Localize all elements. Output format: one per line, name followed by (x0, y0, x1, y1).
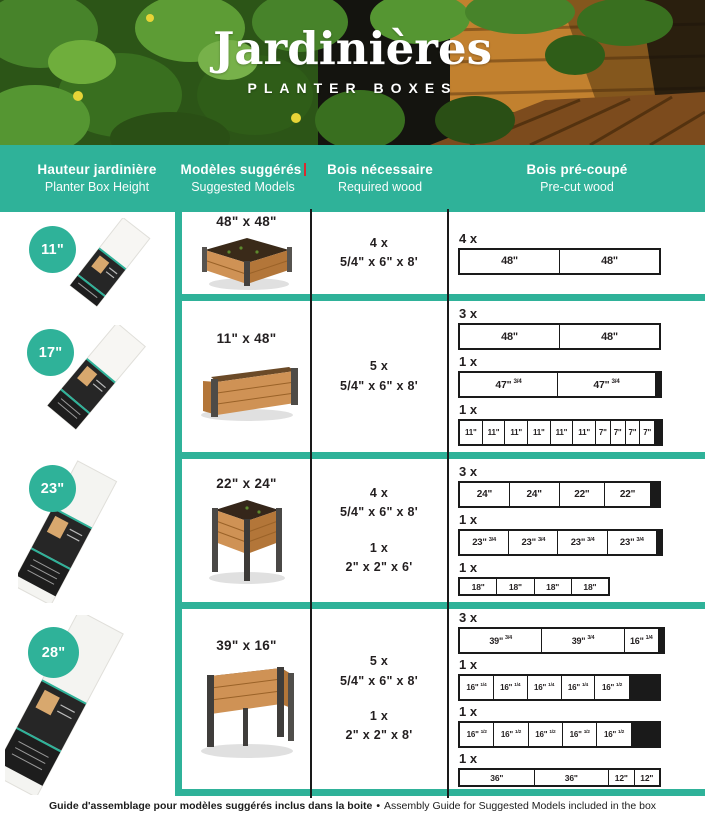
precut-cell (458, 212, 704, 294)
board-cut-segment: 23" 3/4 (460, 531, 509, 554)
text-caret (304, 163, 306, 176)
row-divider (175, 294, 705, 301)
board-qty: 1 x (459, 657, 478, 672)
header-col-height (12, 162, 182, 194)
board-diagram (458, 323, 661, 350)
board-diagram (458, 248, 661, 275)
wood-size: 2" x 2" x 6' (345, 559, 413, 574)
wood-qty: 4 x (369, 485, 389, 500)
board-diagram (458, 481, 661, 508)
hero-photo-art (0, 0, 705, 145)
wood-qty: 5 x (369, 359, 389, 374)
header-col-models-fr: Modèles suggérés (180, 162, 302, 177)
board-cut-segment: 24" (510, 483, 560, 506)
board-cut-segment: 47" 3/4 (558, 373, 656, 396)
board-waste-segment (651, 483, 659, 506)
height-badge-23: 23" (29, 465, 76, 512)
board-waste-segment (659, 629, 663, 652)
precut-board-group (458, 403, 663, 446)
board-qty: 1 x (459, 560, 478, 575)
board-cut-segment: 48" (460, 250, 560, 273)
board-diagram (458, 577, 610, 596)
board-cut-segment: 22" (560, 483, 606, 506)
board-diagram (458, 627, 665, 654)
header-col-height-en: Planter Box Height (44, 180, 150, 194)
header-col-wood (310, 162, 450, 194)
board-waste-segment (656, 373, 660, 396)
board-qty: 1 x (459, 704, 478, 719)
board-diagram (458, 529, 663, 556)
board-cut-segment: 18" (497, 579, 534, 594)
board-diagram (458, 721, 661, 748)
wood-spec (340, 234, 418, 273)
height-badge-11: 11" (29, 226, 76, 273)
board-cut-segment: 16" 1/2 (595, 676, 629, 699)
required-wood-cell (312, 609, 446, 789)
board-cut-segment: 16" 1/2 (563, 723, 597, 746)
footer-note-en: Assembly Guide for Suggested Models included in the box (384, 800, 657, 812)
board-cut-segment: 23" 3/4 (509, 531, 558, 554)
board-diagram (458, 419, 663, 446)
board-cut-segment: 47" 3/4 (460, 373, 558, 396)
model-cell (184, 212, 309, 294)
board-qty: 1 x (459, 512, 478, 527)
board-diagram (458, 768, 661, 787)
board-cut-segment: 16" 1/4 (494, 676, 528, 699)
board-cut-segment: 12" (609, 770, 635, 785)
footer-note (0, 800, 705, 812)
board-cut-segment: 12" (640, 772, 654, 783)
precut-board-group (458, 658, 661, 701)
board-cut-segment: 11" (551, 421, 574, 444)
wood-spec (345, 707, 412, 746)
board-waste-segment (632, 723, 659, 746)
board-qty: 3 x (459, 610, 478, 625)
board-cut-segment: 48" (460, 325, 560, 348)
page-subtitle: PLANTER BOXES (247, 80, 458, 96)
footer-bullet: • (376, 800, 381, 812)
board-cut-segment: 7" (596, 421, 611, 444)
board-cut-segment: 23" 3/4 (608, 531, 657, 554)
board-cut-segment: 22" (605, 483, 651, 506)
footer-note-fr: Guide d'assemblage pour modèles suggérés inclus dans la boite (48, 800, 373, 812)
header-col-wood-en: Required wood (337, 180, 423, 194)
board-cut-segment: 18" (535, 579, 572, 594)
header-col-precut-en: Pre-cut wood (540, 180, 614, 194)
board-qty: 1 x (459, 751, 478, 766)
board-cut-segment: 18" (460, 579, 497, 594)
header-col-precut-fr: Bois pré-coupé (526, 162, 628, 177)
height-badge-17: 17" (27, 329, 74, 376)
wood-spec (345, 539, 412, 578)
board-cut-segment: 18" (583, 581, 597, 592)
board-diagram (458, 674, 661, 701)
required-wood-cell (312, 301, 446, 452)
header-col-models (173, 162, 313, 194)
precut-board-group (458, 752, 661, 787)
model-size-label: 11" x 48" (216, 330, 277, 346)
column-header-band (0, 145, 705, 212)
required-wood-cell (312, 459, 446, 602)
wood-size: 5/4" x 6" x 8' (339, 378, 419, 393)
board-cut-segment: 11" (483, 421, 506, 444)
wood-spec (340, 652, 418, 691)
board-cut-segment: 24" (460, 483, 510, 506)
precut-cell (458, 301, 704, 452)
model-size-label: 39" x 16" (216, 638, 277, 653)
board-cut-segment: 16" 1/2 (597, 723, 631, 746)
required-wood-cell (312, 212, 446, 294)
board-cut-segment: 23" 3/4 (558, 531, 607, 554)
precut-board-group (458, 561, 610, 596)
model-cell (184, 301, 309, 452)
precut-board-group (458, 232, 661, 275)
wood-size: 5/4" x 6" x 8' (339, 255, 419, 269)
page-title: Jardinières (213, 22, 492, 75)
row-divider (175, 602, 705, 609)
board-cut-segment: 48" (601, 330, 618, 343)
board-cut-segment: 39" 3/4 (460, 629, 542, 652)
board-cut-segment: 16" 1/4 (528, 676, 562, 699)
planter-48x48-image (197, 234, 297, 292)
board-qty: 1 x (459, 354, 478, 369)
header-col-models-en: Suggested Models (191, 180, 295, 194)
model-size-label: 22" x 24" (216, 475, 277, 491)
board-cut-segment: 7" (626, 421, 641, 444)
board-cut-segment: 11" (573, 421, 596, 444)
wood-qty: 1 x (369, 709, 389, 723)
board-qty: 1 x (459, 402, 478, 417)
board-cut-segment: 16" 1/4 (460, 676, 494, 699)
planter-22x24-image (199, 496, 295, 586)
board-cut-segment: 16" 1/2 (494, 723, 528, 746)
precut-board-group (458, 705, 661, 748)
height-badge-28: 28" (28, 627, 79, 678)
precut-board-group (458, 513, 663, 556)
wood-qty: 5 x (369, 654, 389, 669)
wood-size: 5/4" x 6" x 8' (339, 505, 419, 520)
board-waste-segment (657, 531, 661, 554)
wood-spec (340, 484, 418, 523)
board-qty: 4 x (459, 230, 478, 246)
row-divider (175, 452, 705, 459)
board-cut-segment: 11" (505, 421, 528, 444)
precut-board-group (458, 355, 662, 398)
board-cut-segment: 16" 1/4 (562, 676, 596, 699)
board-cut-segment: 16" 1/2 (460, 723, 494, 746)
board-qty: 3 x (459, 306, 478, 321)
board-diagram (458, 371, 662, 398)
wood-size: 5/4" x 6" x 8' (339, 673, 419, 688)
precut-board-group (458, 465, 661, 508)
board-cut-segment: 11" (528, 421, 551, 444)
board-cut-segment: 16" 1/2 (529, 723, 563, 746)
precut-cell (458, 459, 704, 602)
board-waste-segment (655, 421, 661, 444)
wood-qty: 4 x (369, 235, 389, 250)
planter-11x48-image (191, 351, 303, 423)
model-cell (184, 459, 309, 602)
board-cut-segment: 48" (601, 255, 618, 267)
precut-board-group (458, 307, 661, 350)
precut-cell (458, 609, 704, 789)
header-col-height-fr: Hauteur jardinière (37, 162, 157, 177)
wood-size: 2" x 2" x 8' (345, 728, 413, 743)
board-cut-segment: 36" (535, 770, 610, 785)
board-qty: 3 x (459, 464, 478, 479)
board-cut-segment: 11" (460, 421, 483, 444)
precut-board-group (458, 611, 665, 654)
wood-spec (340, 357, 418, 396)
board-cut-segment: 7" (640, 421, 655, 444)
model-size-label: 48" x 48" (216, 214, 277, 229)
package-box-11-image (58, 218, 173, 318)
hero-photo (0, 0, 705, 145)
board-cut-segment: 7" (611, 421, 626, 444)
board-cut-segment: 16" 1/4 (625, 629, 659, 652)
header-col-wood-fr: Bois nécessaire (327, 162, 433, 177)
wood-qty: 1 x (369, 540, 389, 555)
board-waste-segment (630, 676, 659, 699)
board-cut-segment: 36" (460, 770, 535, 785)
table-bottom-border (175, 789, 705, 796)
board-cut-segment: 39" 3/4 (542, 629, 624, 652)
header-col-precut (448, 162, 705, 194)
